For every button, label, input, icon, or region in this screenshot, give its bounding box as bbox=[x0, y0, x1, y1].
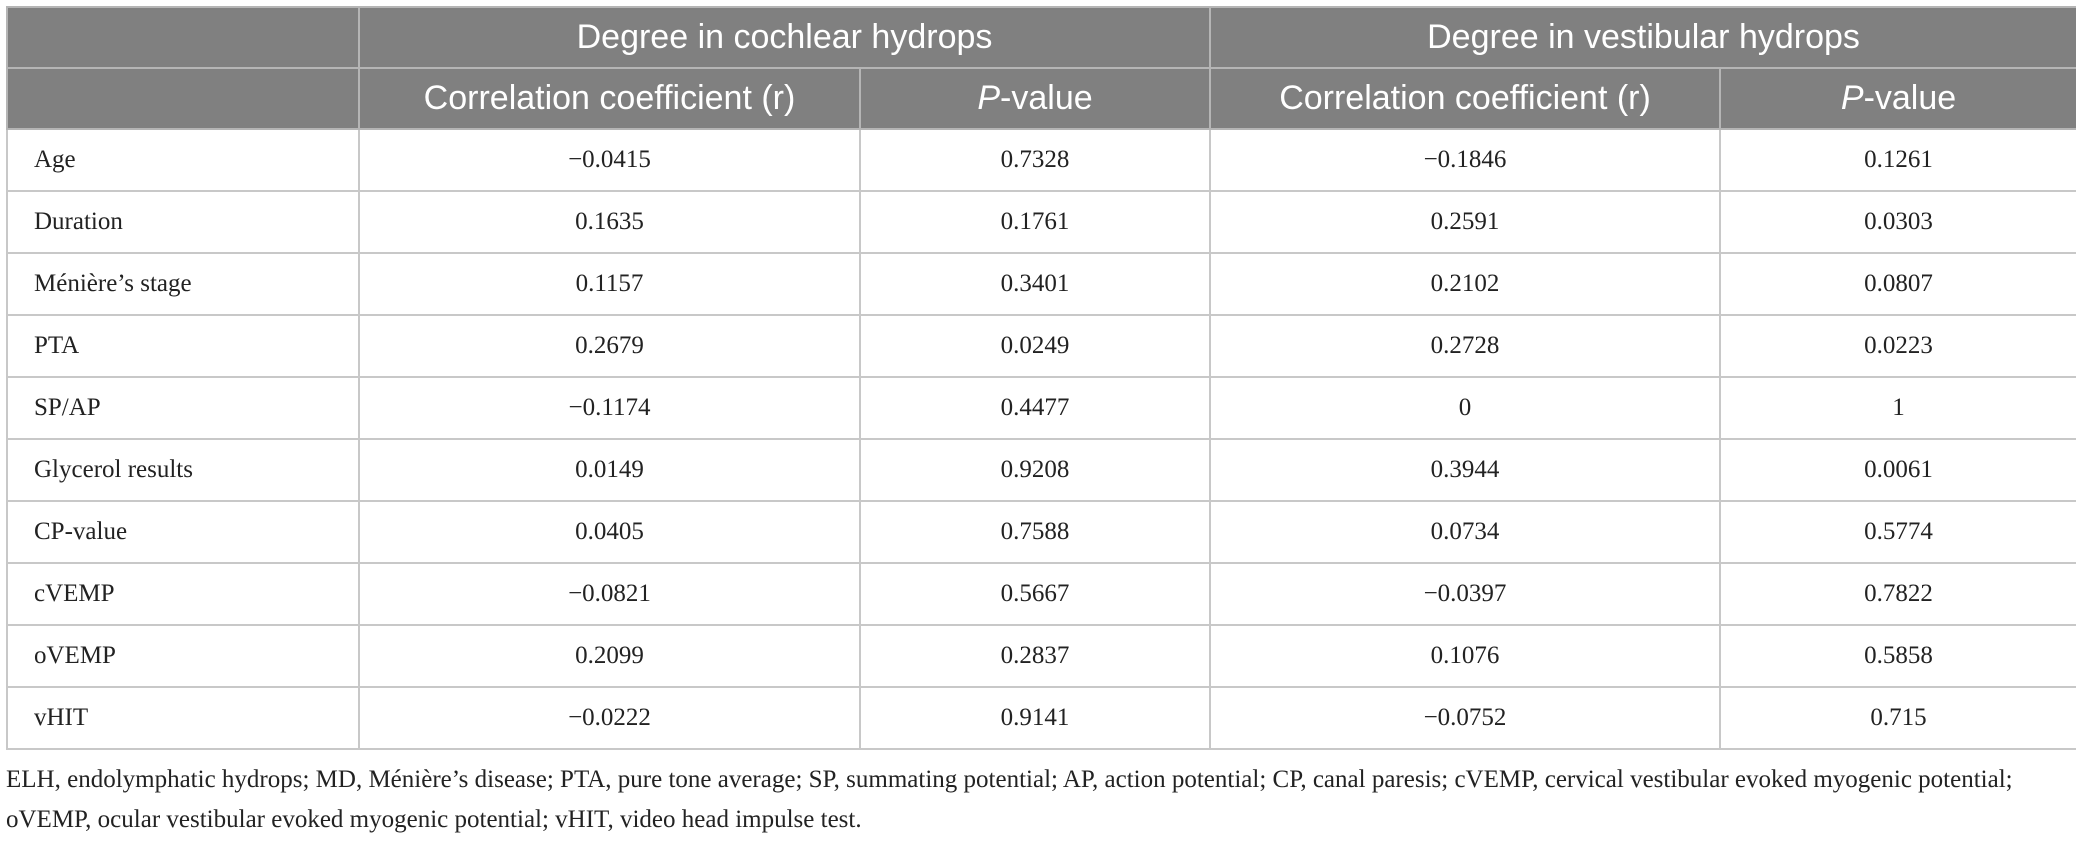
row-label-cell: Duration bbox=[7, 191, 359, 253]
table-row bbox=[7, 439, 2076, 501]
table-row bbox=[7, 501, 2076, 563]
cochlear-r-cell: −0.0415 bbox=[359, 129, 860, 191]
vestibular-r-cell: −0.0752 bbox=[1210, 687, 1720, 749]
cochlear-p-cell: 0.7328 bbox=[860, 129, 1210, 191]
vestibular-r-cell: 0.2102 bbox=[1210, 253, 1720, 315]
cochlear-p-cell: 0.2837 bbox=[860, 625, 1210, 687]
cochlear-r-cell: −0.0821 bbox=[359, 563, 860, 625]
table-row bbox=[7, 625, 2076, 687]
group-header-cochlear: Degree in cochlear hydrops bbox=[359, 7, 1210, 68]
cochlear-p-cell: 0.3401 bbox=[860, 253, 1210, 315]
table-row bbox=[7, 315, 2076, 377]
table-row bbox=[7, 129, 2076, 191]
cochlear-p-cell: 0.9208 bbox=[860, 439, 1210, 501]
sub-header-vestibular-coefficient: Correlation coefficient (r) bbox=[1210, 68, 1720, 129]
cochlear-p-cell: 0.9141 bbox=[860, 687, 1210, 749]
cochlear-p-cell: 0.4477 bbox=[860, 377, 1210, 439]
p-italic-letter: P bbox=[1840, 79, 1864, 117]
table-row bbox=[7, 687, 2076, 749]
sub-header-row bbox=[7, 68, 2076, 129]
cochlear-r-cell: 0.1157 bbox=[359, 253, 860, 315]
vestibular-r-cell: 0.0734 bbox=[1210, 501, 1720, 563]
cochlear-r-cell: 0.0149 bbox=[359, 439, 860, 501]
sub-header-cochlear-p-value bbox=[860, 68, 1210, 129]
correlation-table bbox=[6, 6, 2076, 750]
table-row bbox=[7, 563, 2076, 625]
row-label-cell: Glycerol results bbox=[7, 439, 359, 501]
table-row bbox=[7, 191, 2076, 253]
p-value-suffix: -value bbox=[1863, 79, 1957, 117]
vestibular-r-cell: 0.2728 bbox=[1210, 315, 1720, 377]
cochlear-p-cell: 0.0249 bbox=[860, 315, 1210, 377]
sub-header-vestibular-p-value bbox=[1720, 68, 2076, 129]
correlation-table-container bbox=[6, 6, 2076, 750]
vestibular-p-cell: 0.5774 bbox=[1720, 501, 2076, 563]
vestibular-p-cell: 1 bbox=[1720, 377, 2076, 439]
row-label-cell: PTA bbox=[7, 315, 359, 377]
cochlear-r-cell: −0.1174 bbox=[359, 377, 860, 439]
cochlear-r-cell: 0.1635 bbox=[359, 191, 860, 253]
vestibular-r-cell: 0.3944 bbox=[1210, 439, 1720, 501]
row-label-cell: oVEMP bbox=[7, 625, 359, 687]
table-row bbox=[7, 253, 2076, 315]
vestibular-p-cell: 0.715 bbox=[1720, 687, 2076, 749]
vestibular-p-cell: 0.5858 bbox=[1720, 625, 2076, 687]
p-italic-letter: P bbox=[977, 79, 1001, 117]
row-label-cell: Ménière’s stage bbox=[7, 253, 359, 315]
vestibular-r-cell: −0.0397 bbox=[1210, 563, 1720, 625]
vestibular-p-cell: 0.7822 bbox=[1720, 563, 2076, 625]
cochlear-p-cell: 0.5667 bbox=[860, 563, 1210, 625]
row-label-cell: Age bbox=[7, 129, 359, 191]
p-value-suffix: -value bbox=[1000, 79, 1093, 117]
table-row bbox=[7, 377, 2076, 439]
table-footnote: ELH, endolymphatic hydrops; MD, Ménière’s disease; PTA, pure tone average; SP, summating potential; AP, action potential; CP, canal paresis; cVEMP, cervical vestibular evoked myogenic potential; oVEMP, ocular vestibular evoked myogenic potential; vHIT, video head impulse test. bbox=[6, 766, 2013, 833]
cochlear-r-cell: −0.0222 bbox=[359, 687, 860, 749]
vestibular-r-cell: −0.1846 bbox=[1210, 129, 1720, 191]
row-label-cell: CP-value bbox=[7, 501, 359, 563]
cochlear-r-cell: 0.0405 bbox=[359, 501, 860, 563]
row-label-cell: SP/AP bbox=[7, 377, 359, 439]
vestibular-p-cell: 0.1261 bbox=[1720, 129, 2076, 191]
cochlear-p-cell: 0.7588 bbox=[860, 501, 1210, 563]
sub-header-cochlear-coefficient: Correlation coefficient (r) bbox=[359, 68, 860, 129]
row-label-cell: cVEMP bbox=[7, 563, 359, 625]
vestibular-p-cell: 0.0223 bbox=[1720, 315, 2076, 377]
vestibular-r-cell: 0.1076 bbox=[1210, 625, 1720, 687]
vestibular-p-cell: 0.0807 bbox=[1720, 253, 2076, 315]
vestibular-p-cell: 0.0061 bbox=[1720, 439, 2076, 501]
table-body bbox=[7, 129, 2076, 749]
row-label-cell: vHIT bbox=[7, 687, 359, 749]
cochlear-p-cell: 0.1761 bbox=[860, 191, 1210, 253]
vestibular-r-cell: 0 bbox=[1210, 377, 1720, 439]
vestibular-r-cell: 0.2591 bbox=[1210, 191, 1720, 253]
vestibular-p-cell: 0.0303 bbox=[1720, 191, 2076, 253]
group-header-row bbox=[7, 7, 2076, 68]
cochlear-r-cell: 0.2099 bbox=[359, 625, 860, 687]
sub-header-corner-cell bbox=[7, 68, 359, 129]
group-header-vestibular: Degree in vestibular hydrops bbox=[1210, 7, 2076, 68]
cochlear-r-cell: 0.2679 bbox=[359, 315, 860, 377]
header-corner-cell bbox=[7, 7, 359, 68]
